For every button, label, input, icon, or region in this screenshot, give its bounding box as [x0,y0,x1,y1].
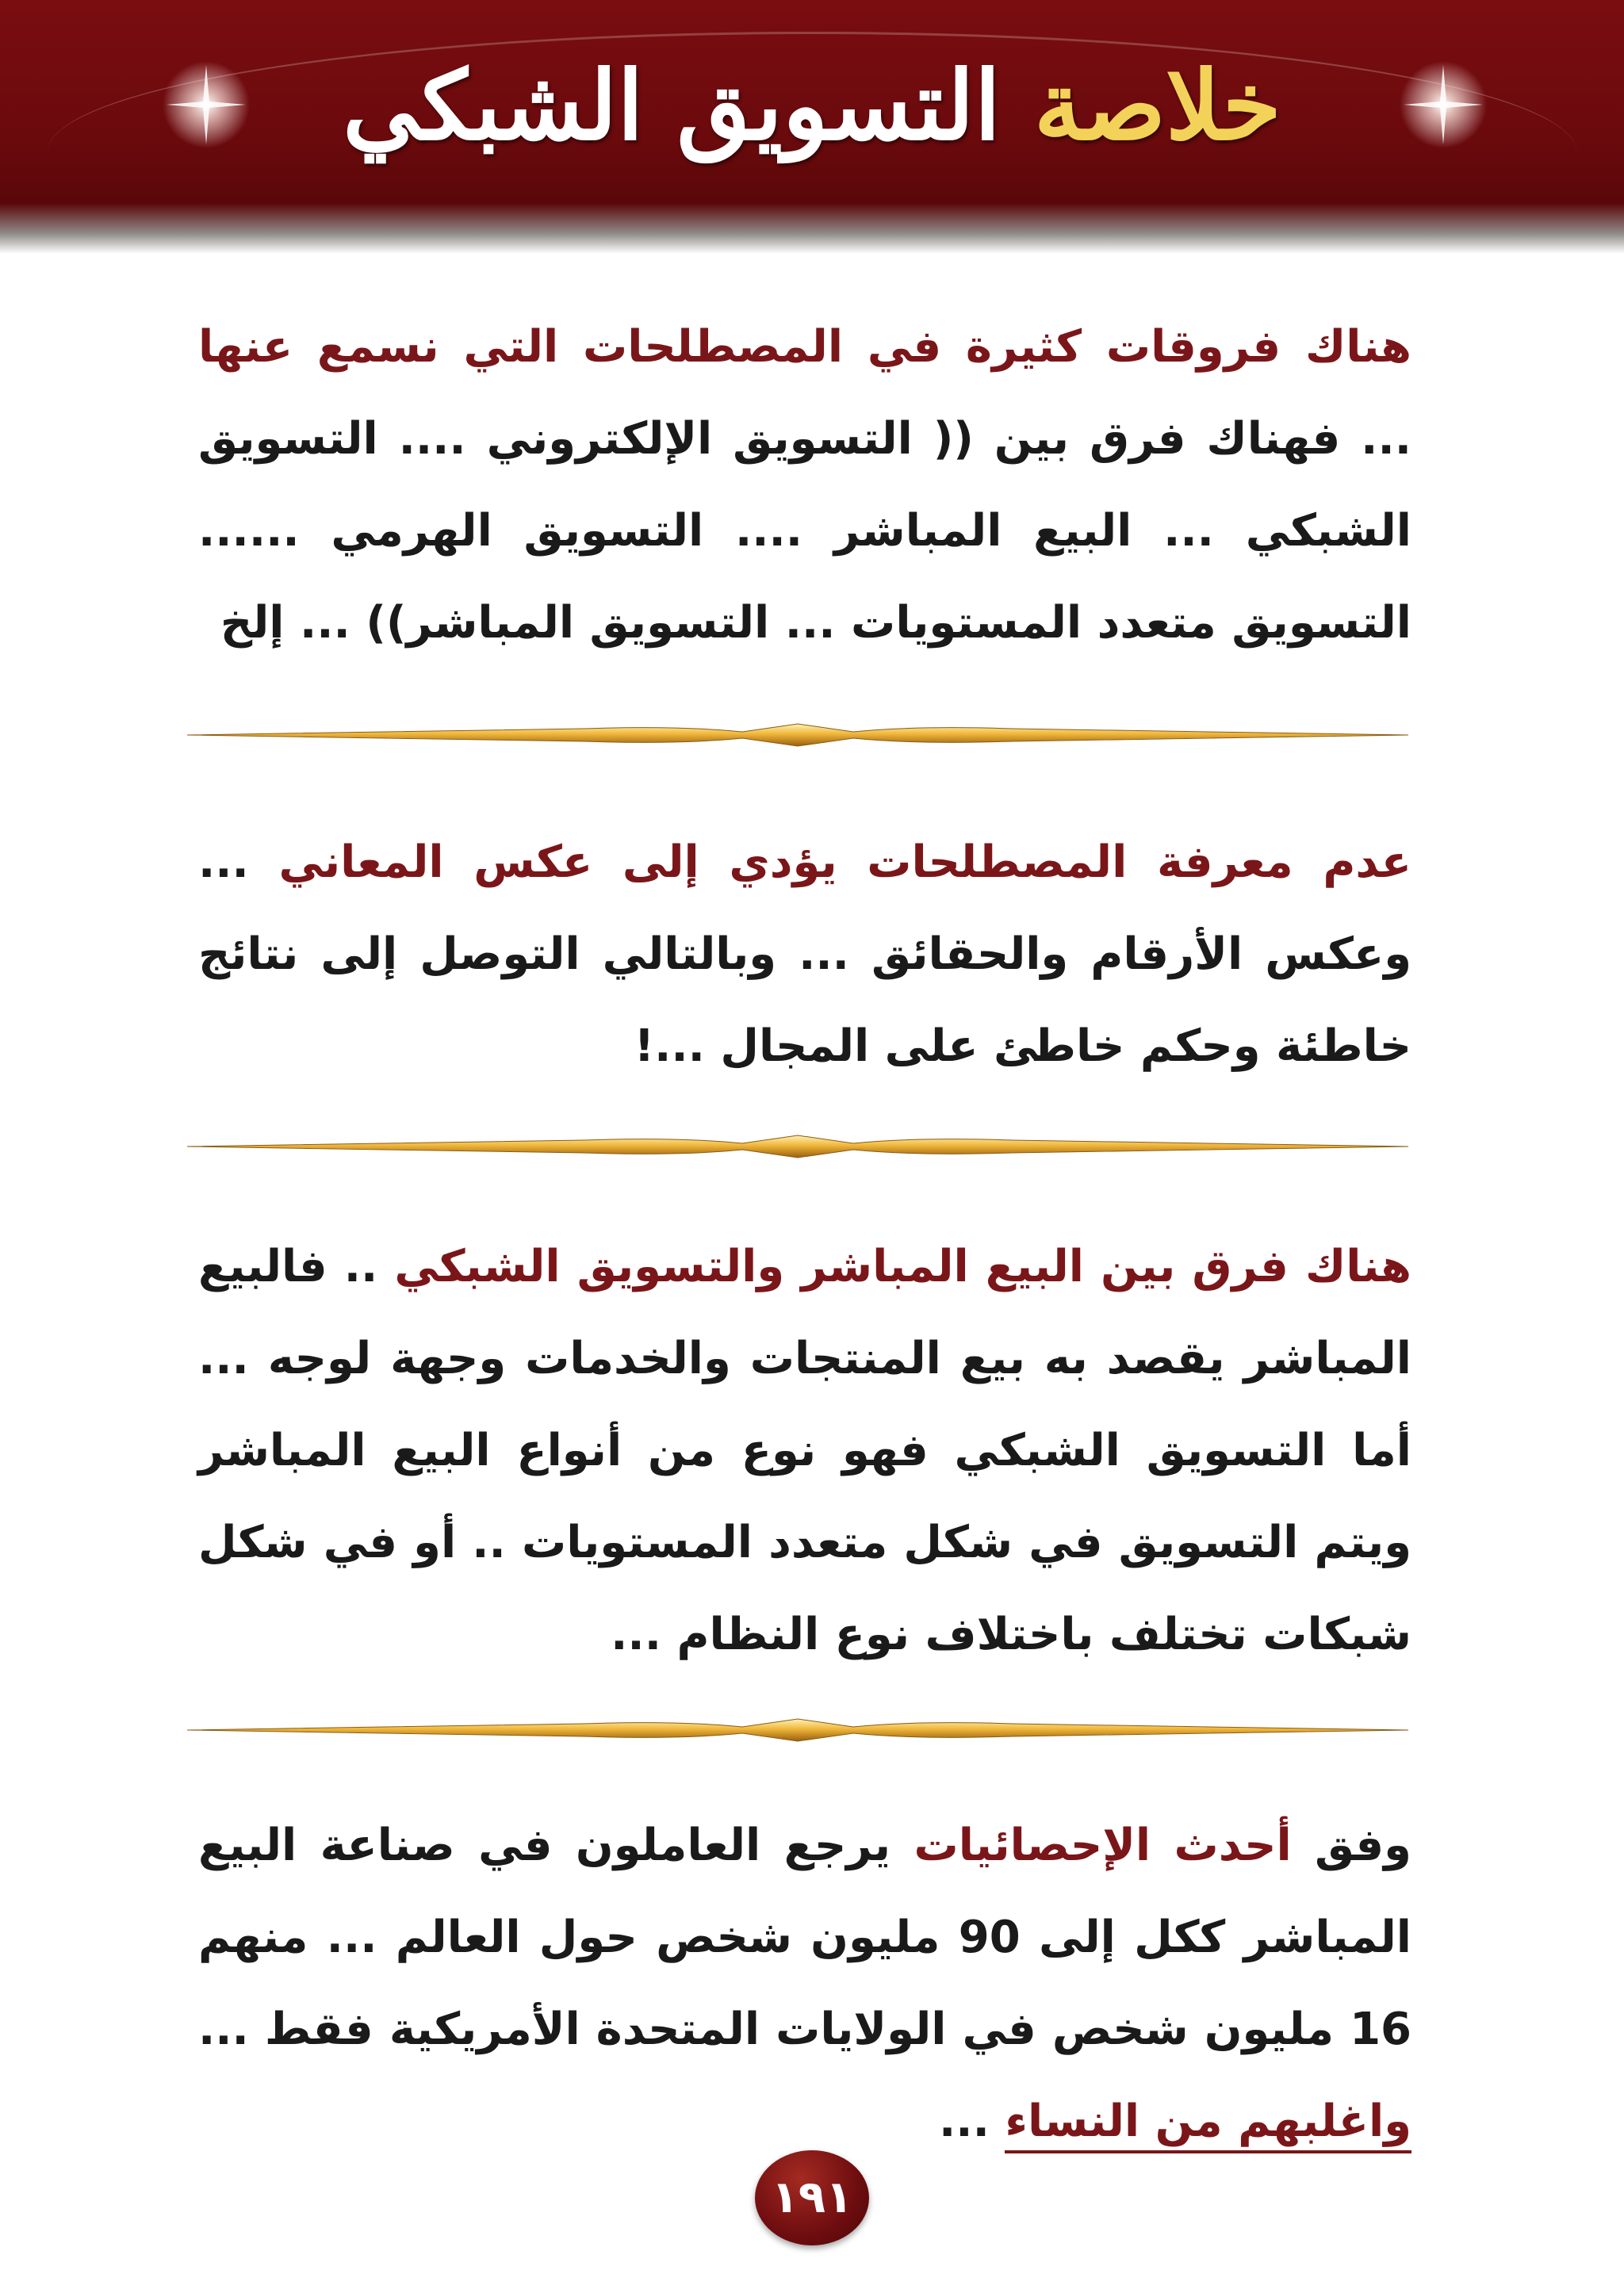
ornamental-divider [187,1713,1408,1748]
ornamental-divider [187,1129,1408,1164]
paragraph-3-highlight: هناك فرق بين البيع المباشر والتسويق الشبكي [394,1241,1411,1292]
title-part-network-marketing: التسويق الشبكي [343,50,1002,162]
paragraph-4-tail: ... [939,2096,1005,2147]
paragraph-4-lead: وفق [1291,1820,1411,1871]
paragraph-1-highlight: هناك فروقات كثيرة في المصطلحات التي نسمع عنها [198,321,1411,373]
paragraph-4-text: يرجع العاملون في صناعة البيع المباشر ككل إلى 90 مليون شخص حول العالم ... منهم 16 مليون شخص في الولايات المتحدة الأمريكية فقط ... [198,1820,1412,2055]
paragraph-4-highlight: أحدث الإحصائيات [914,1820,1292,1871]
paragraph-2 [198,817,1411,1093]
paragraph-3-text: .. فالبيع المباشر يقصد به بيع المنتجات والخدمات وجهة لوجه ... أما التسويق الشبكي فهو نوع من أنواع البيع المباشر ويتم التسويق في شكل متعدد المستويات .. أو في شكل شبكات تختلف باختلاف نوع النظام ... [198,1241,1411,1660]
paragraph-1-text: ... فهناك فرق بين (( التسويق الإلكتروني .... التسويق الشبكي ... البيع المباشر .... التسويق الهرمي ...... التسويق متعدد المستويات ... التسويق المباشر)) ... إلخ [198,413,1411,649]
page-number-badge: ١٩١ [755,2150,869,2245]
paragraph-3 [198,1221,1411,1681]
paragraph-2-highlight: عدم معرفة المصطلحات يؤدي إلى عكس المعاني [278,836,1411,888]
page-title [0,49,1624,163]
paragraph-2-text: ... وعكس الأرقام والحقائق ... وبالتالي التوصل إلى نتائج خاطئة وحكم خاطئ على المجال ...! [198,836,1411,1072]
page-header [0,0,1624,254]
title-part-summary: خلاصة [1033,50,1281,162]
paragraph-4-underlined: واغلبهم من النساء [1005,2096,1411,2153]
paragraph-1 [198,301,1411,669]
paragraph-4 [198,1800,1411,2168]
ornamental-divider [187,718,1408,752]
